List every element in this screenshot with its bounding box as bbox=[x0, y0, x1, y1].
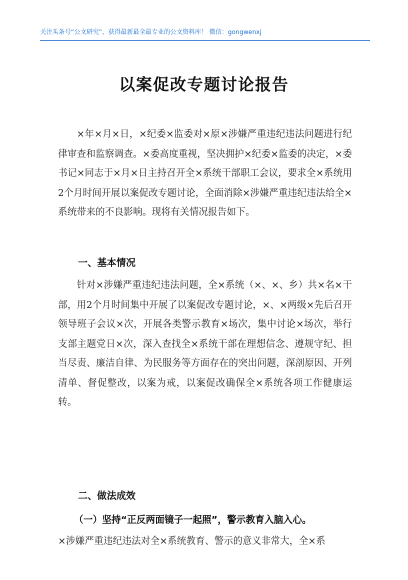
section-heading-practices: 二、做法成效 bbox=[78, 491, 136, 502]
banner-divider bbox=[40, 40, 370, 41]
promo-banner-text: 关注头条号“公文研究”，获得最新最全最专业的公文资料库！ 微信：gongwenxj bbox=[40, 29, 262, 36]
subsection-heading-mirror: （一）坚持“正反两面镜子一起照”，警示教育入脑入心。 bbox=[74, 515, 312, 526]
section-heading-basic-situation: 一、基本情况 bbox=[78, 258, 136, 269]
intro-paragraph-visible: ×年×月×日，×纪委×监委对×原×涉嫌严重违纪违法问题进行纪律审查和监察调查。×委高度重视，坚决拥护×纪委×监委的决定，×委书记×同志于×月×日主持召开全×系统干部职工会议，要求全×系统用2个月时间开展以案促改专题讨论，全面消除×涉嫌严重违纪违法给全×系统带来的不良影响。现将有关情况报告如下。 bbox=[58, 129, 352, 218]
basic-situation-paragraph: 针对×涉嫌严重违纪违法问题，全×系统（×、×、乡）共×名×干部，用2个月时间集中开展了以案促改专题讨论，×、×两级×先后召开领导班子会议×次，开展各类警示教育×场次，集中讨论×场次，举行支部主题党日×次，深入查找全×系统干部在理想信念、遵规守纪、担当尽责、廉洁自律、为民服务等方面存在的突出问题，深剖原因、开列清单、督促整改，以案为戒，以案促改确保全×系统各项工作健康运转。 bbox=[58, 280, 352, 408]
document-title: 以案促改专题讨论报告 bbox=[118, 75, 289, 94]
practices-paragraph-start: ×涉嫌严重违纪违法对全×系统教育、警示的意义非常大，全×系 bbox=[58, 536, 326, 547]
